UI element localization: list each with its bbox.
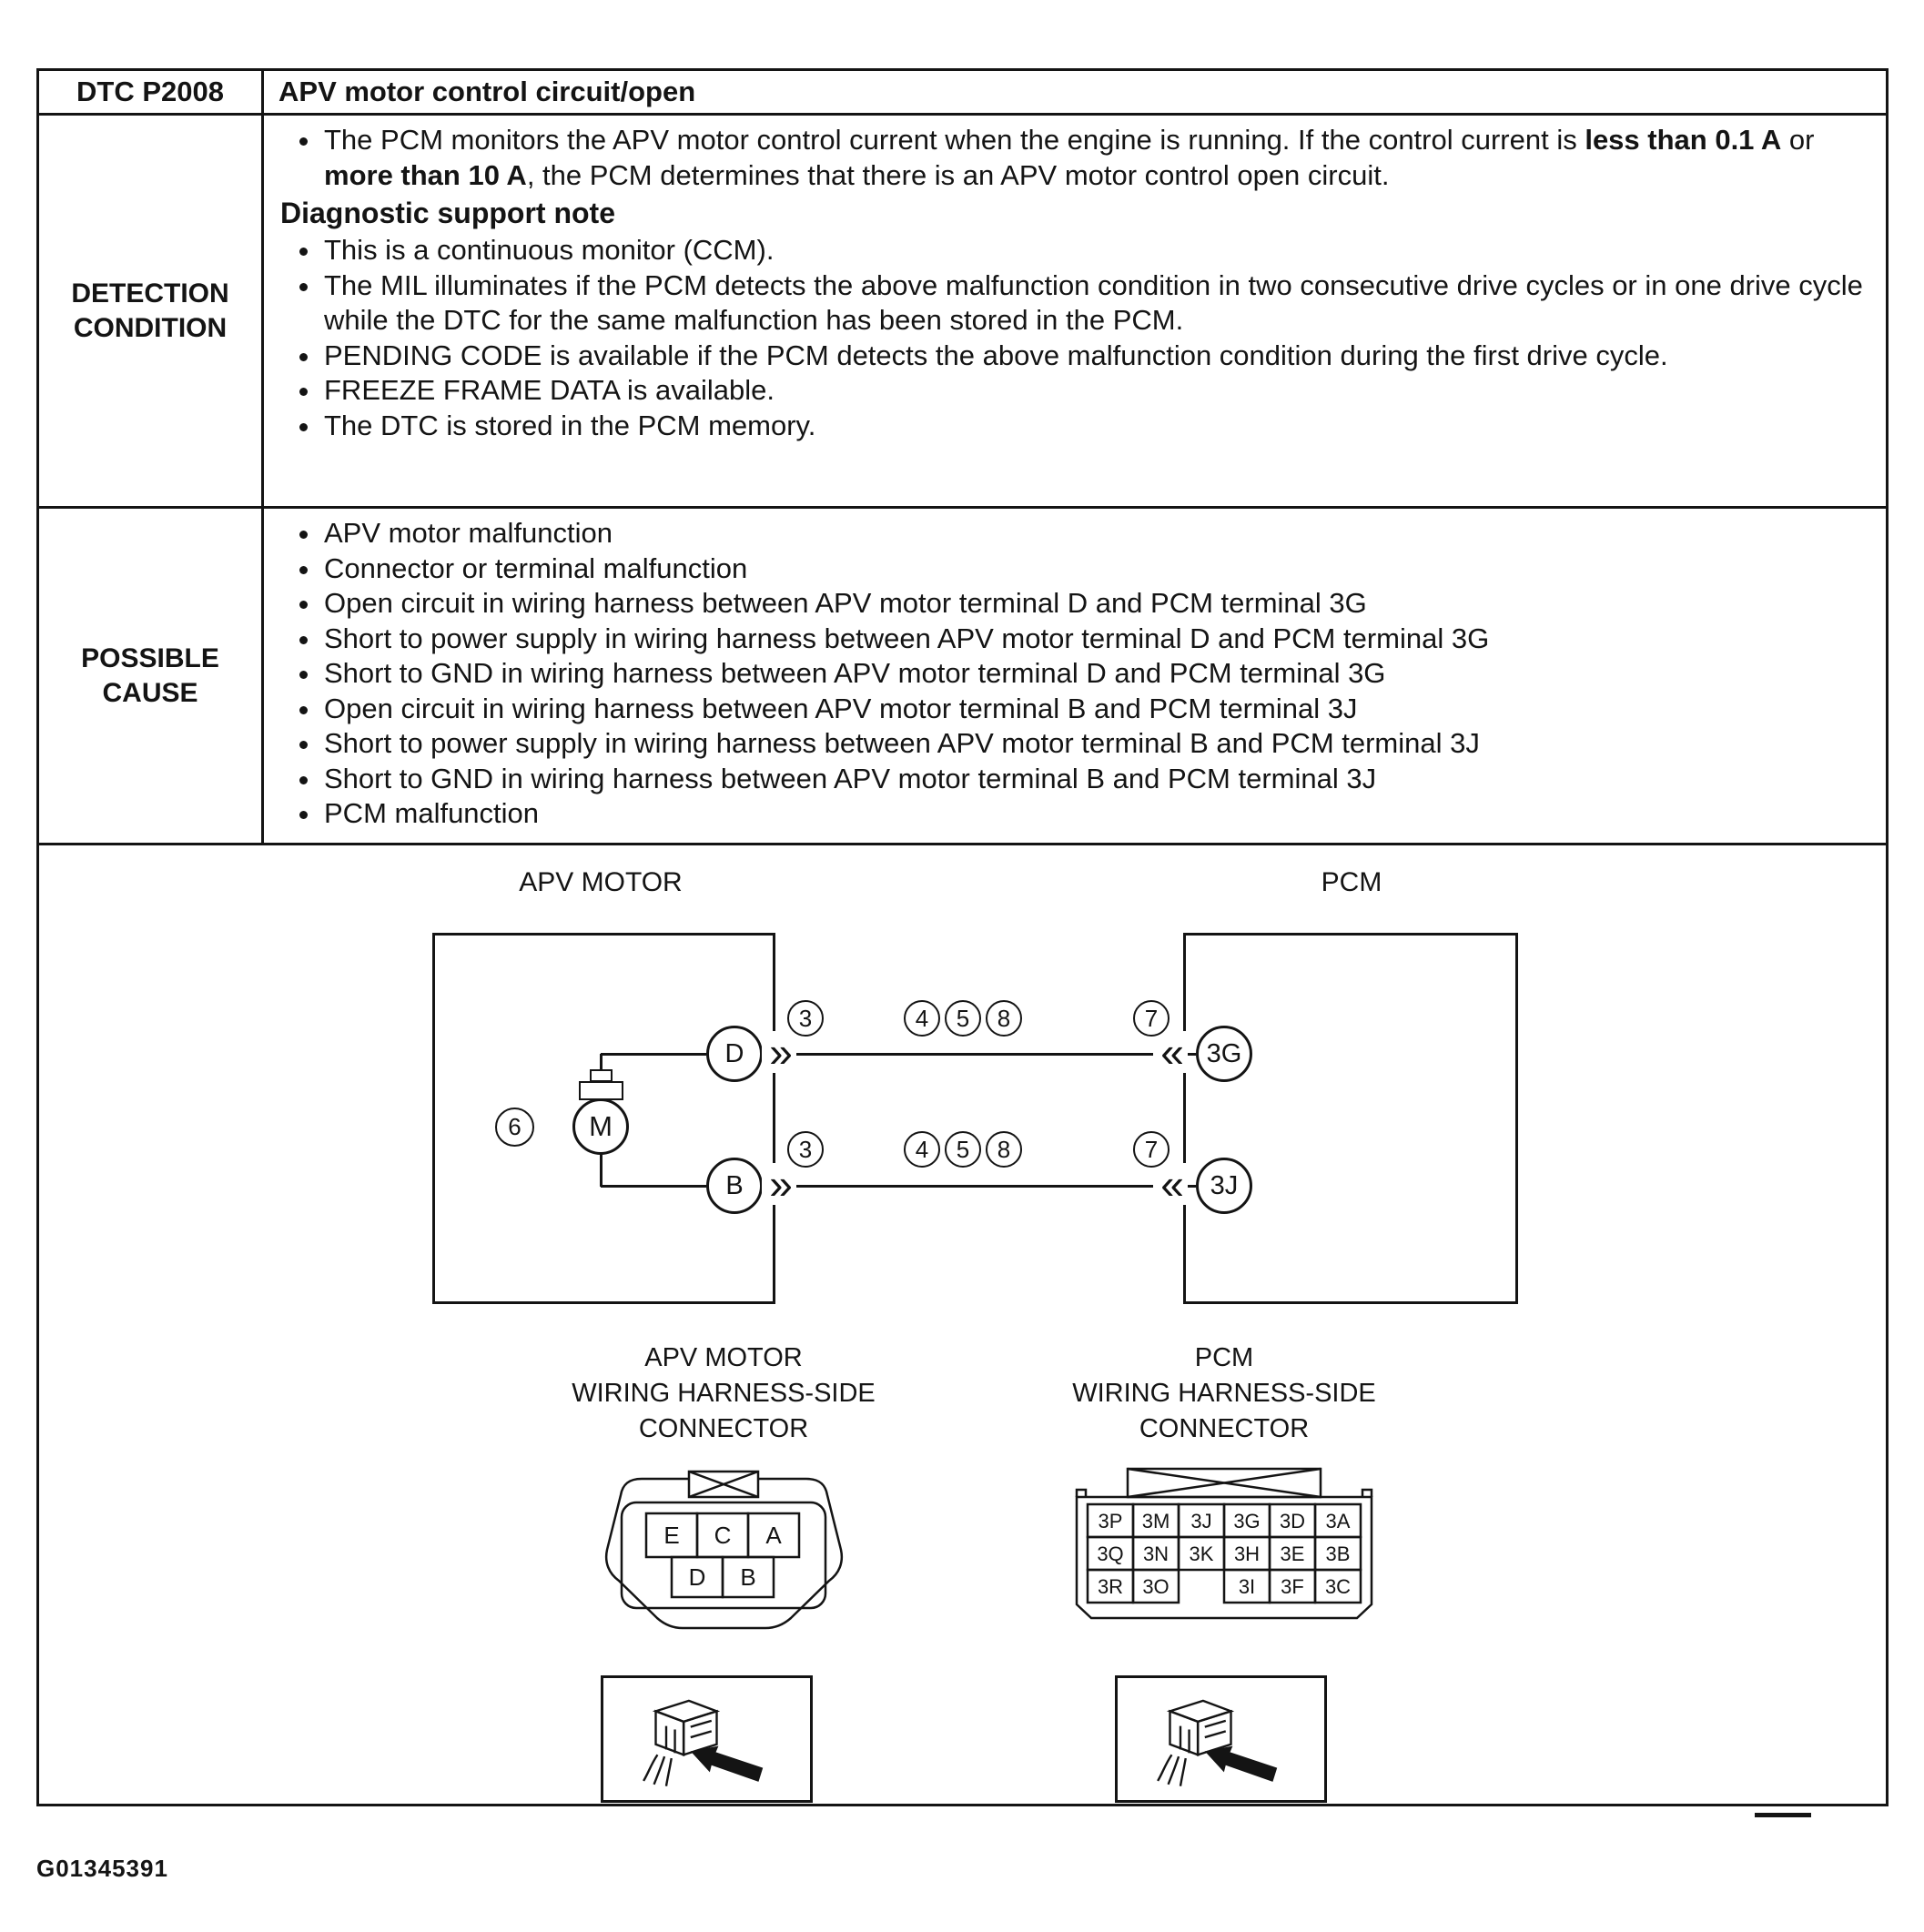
- cause-item: • Short to power supply in wiring harness between APV motor terminal D and PCM terminal 3G: [322, 622, 1864, 657]
- connector-illustration: [1118, 1678, 1324, 1800]
- pcm-pin: 3B: [1325, 1543, 1351, 1565]
- detection-item: • The DTC is stored in the PCM memory.: [322, 409, 1864, 444]
- connector-cube-top: [656, 1701, 717, 1722]
- terminal-b: B: [706, 1158, 763, 1214]
- detection-intro-item: [322, 123, 1864, 193]
- pcm-box-title: PCM: [1321, 867, 1382, 897]
- apv-pin-b: B: [740, 1563, 756, 1591]
- terminal-3g: 3G: [1196, 1026, 1252, 1082]
- cause-item: • Short to power supply in wiring harness between APV motor terminal B and PCM terminal 3J: [322, 726, 1864, 762]
- wire-strand: [1180, 1758, 1186, 1786]
- connector-cube-front: [1170, 1711, 1199, 1755]
- title-line: CONNECTOR: [1139, 1414, 1310, 1443]
- detection-intro-list: [280, 123, 1864, 193]
- title-line: WIRING HARNESS-SIDE: [572, 1379, 876, 1408]
- callout-wire-d: 3: [787, 1000, 824, 1037]
- pcm-pin: 3F: [1281, 1575, 1304, 1598]
- pcm-pin: 3D: [1279, 1510, 1306, 1532]
- apv-pin-c: C: [714, 1522, 732, 1549]
- wire-b-to-3j: [763, 1185, 1196, 1188]
- page-mark: [1755, 1813, 1811, 1817]
- pin-line: [1205, 1721, 1226, 1727]
- cause-item: • APV motor malfunction: [322, 516, 1864, 551]
- apv-pin-a: A: [765, 1522, 782, 1549]
- detection-item: • FREEZE FRAME DATA is available.: [322, 373, 1864, 409]
- cause-item: • PCM malfunction: [322, 796, 1864, 832]
- motor-symbol: M: [572, 1098, 629, 1155]
- wiring-diagram: [39, 845, 1886, 1804]
- apv-pin-d: D: [688, 1563, 706, 1591]
- pcm-pin: 3J: [1190, 1510, 1212, 1532]
- connector-cube-front: [656, 1711, 684, 1755]
- callout-wire-b: 8: [986, 1131, 1022, 1168]
- cause-item: • Open circuit in wiring harness between APV motor terminal D and PCM terminal 3G: [322, 586, 1864, 622]
- pin-line: [1205, 1731, 1226, 1737]
- pcm-connector-title: [1042, 1340, 1406, 1447]
- pcm-pin: 3I: [1238, 1575, 1256, 1598]
- pcm-pin: 3N: [1142, 1543, 1170, 1565]
- pcm-connector-photo: [1115, 1675, 1327, 1803]
- wire-motor-vertical-bottom: [600, 1154, 603, 1187]
- apv-connector-drawing: [594, 1470, 854, 1638]
- detection-condition-row: [39, 113, 1886, 506]
- pcm-pin: 3P: [1098, 1510, 1123, 1532]
- label-line-2: CONDITION: [73, 312, 228, 343]
- wire-strand: [1169, 1756, 1179, 1785]
- connector-arrow-left-icon: [1153, 1163, 1188, 1205]
- text-run: The PCM monitors the APV motor control current when the engine is running. If the control current is: [324, 124, 1585, 156]
- pointer-arrow-icon: [691, 1746, 763, 1782]
- detection-bullet-list: [280, 233, 1864, 443]
- motor-brush-icon: [590, 1069, 613, 1082]
- text-run: or: [1781, 124, 1815, 156]
- cause-item: • Connector or terminal malfunction: [322, 551, 1864, 587]
- pcm-pin: 3E: [1280, 1543, 1305, 1565]
- figure-code: G01345391: [36, 1855, 168, 1882]
- label-line-1: POSSIBLE: [81, 642, 219, 673]
- pcm-pin: 3Q: [1097, 1543, 1124, 1565]
- dtc-title: APV motor control circuit/open: [278, 76, 696, 107]
- pcm-pin: 3K: [1189, 1543, 1214, 1565]
- title-line: CONNECTOR: [638, 1414, 809, 1443]
- pcm-pin: 3O: [1142, 1575, 1170, 1598]
- motor-commutator-icon: [579, 1081, 623, 1100]
- apv-motor-box-title: APV MOTOR: [519, 867, 683, 897]
- possible-cause-content: [264, 509, 1886, 843]
- callout-wire-b: 7: [1133, 1131, 1170, 1168]
- detection-condition-content: [264, 116, 1886, 506]
- dtc-table: [36, 68, 1889, 1806]
- connector-outline: [606, 1479, 842, 1628]
- wire-motor-to-d: [601, 1053, 706, 1056]
- text-run-bold: more than 10 A: [324, 158, 527, 191]
- wire-strand: [654, 1756, 664, 1785]
- callout-wire-b: 3: [787, 1131, 824, 1168]
- callout-wire-d: 5: [945, 1000, 981, 1037]
- pcm-pin: 3M: [1141, 1510, 1170, 1532]
- pointer-arrow-icon: [1205, 1746, 1277, 1782]
- wiring-diagram-row: [39, 843, 1886, 1804]
- wire-strand: [666, 1758, 672, 1786]
- callout-wire-d: 8: [986, 1000, 1022, 1037]
- pcm-pin: 3R: [1097, 1575, 1124, 1598]
- pcm-pin: 3G: [1233, 1510, 1261, 1532]
- possible-cause-list: [280, 516, 1864, 832]
- connector-arrow-left-icon: [1153, 1031, 1188, 1073]
- pcm-connector-drawing: [1069, 1466, 1379, 1628]
- wire-strand: [1158, 1755, 1171, 1781]
- wire-strand: [643, 1755, 657, 1781]
- connector-arrow-right-icon: [762, 1163, 796, 1205]
- connector-illustration: [603, 1678, 810, 1800]
- pcm-pin: 3A: [1325, 1510, 1351, 1532]
- terminal-d: D: [706, 1026, 763, 1082]
- apv-connector-photo: [601, 1675, 813, 1803]
- pin-line: [691, 1721, 712, 1727]
- cause-item: • Short to GND in wiring harness between APV motor terminal D and PCM terminal 3G: [322, 656, 1864, 692]
- dtc-header-row: [39, 71, 1886, 113]
- apv-pin-e: E: [663, 1522, 680, 1549]
- detection-item: • PENDING CODE is available if the PCM detects the above malfunction condition during the first drive cycle.: [322, 339, 1864, 374]
- pcm-pin: 3H: [1233, 1543, 1261, 1565]
- pcm-pin: 3C: [1324, 1575, 1352, 1598]
- cause-item: • Open circuit in wiring harness between APV motor terminal B and PCM terminal 3J: [322, 692, 1864, 727]
- callout-wire-b: 4: [904, 1131, 940, 1168]
- connector-cube-top: [1170, 1701, 1231, 1722]
- callout-wire-d: 4: [904, 1000, 940, 1037]
- label-line-1: DETECTION: [71, 278, 229, 309]
- dtc-code: DTC P2008: [39, 71, 264, 113]
- detection-item: • The MIL illuminates if the PCM detects the above malfunction condition in two consecutive drive cycles or in one drive cycle while the DTC for the same malfunction has been stored in the PCM.: [322, 268, 1864, 339]
- title-line: WIRING HARNESS-SIDE: [1072, 1379, 1376, 1408]
- pcm-box: [1183, 933, 1518, 1304]
- terminal-3j: 3J: [1196, 1158, 1252, 1214]
- title-line: APV MOTOR: [644, 1343, 803, 1372]
- label-line-2: CAUSE: [102, 677, 198, 708]
- wire-d-to-3g: [763, 1053, 1196, 1056]
- title-line: PCM: [1194, 1343, 1254, 1372]
- apv-connector-title: [542, 1340, 906, 1447]
- cause-item: • Short to GND in wiring harness between APV motor terminal B and PCM terminal 3J: [322, 762, 1864, 797]
- callout-motor: 6: [495, 1108, 534, 1147]
- detection-item: • This is a continuous monitor (CCM).: [322, 233, 1864, 268]
- possible-cause-label: [39, 509, 264, 843]
- text-run: , the PCM determines that there is an APV motor control open circuit.: [526, 158, 1390, 191]
- possible-cause-row: [39, 506, 1886, 843]
- callout-wire-b: 5: [945, 1131, 981, 1168]
- diagnostic-support-note-heading: Diagnostic support note: [280, 197, 615, 229]
- callout-wire-d: 7: [1133, 1000, 1170, 1037]
- text-run-bold: less than 0.1 A: [1585, 124, 1782, 156]
- detection-condition-label: [39, 116, 264, 506]
- wire-motor-to-b: [601, 1185, 706, 1188]
- connector-arrow-right-icon: [762, 1031, 796, 1073]
- pin-line: [691, 1731, 712, 1737]
